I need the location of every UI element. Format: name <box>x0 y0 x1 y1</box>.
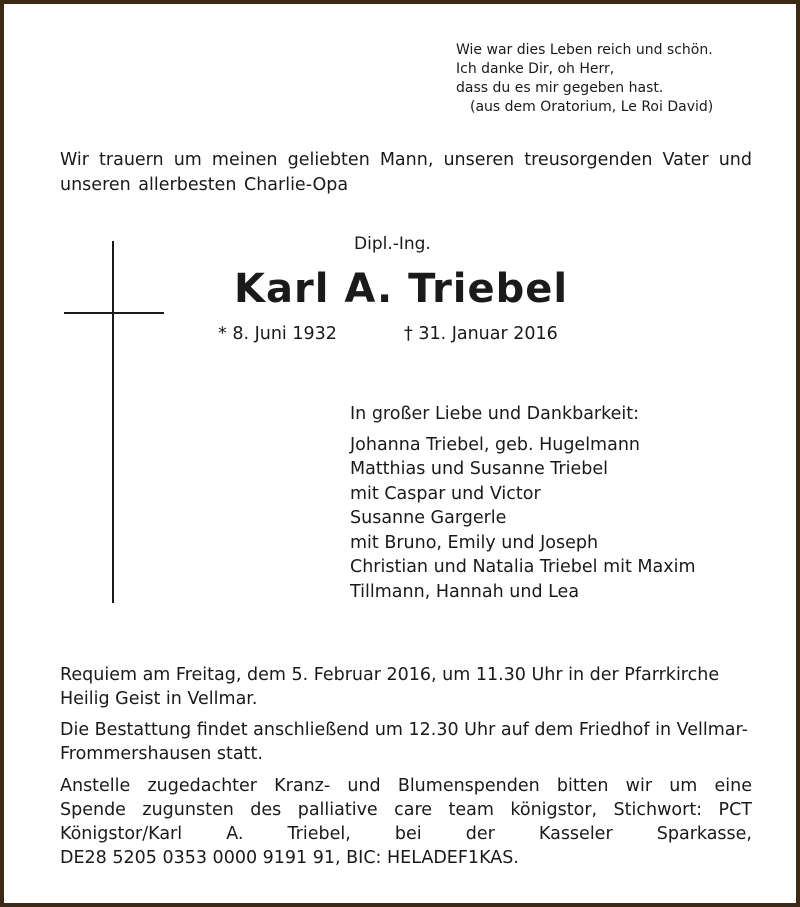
death-date: † 31. Januar 2016 <box>404 324 558 344</box>
family-heading: In großer Liebe und Dankbarkeit: <box>350 404 640 424</box>
motto-source: (aus dem Oratorium, Le Roi David) <box>470 99 714 115</box>
family-member: Christian und Natalia Triebel mit Maxim <box>350 557 696 577</box>
family-member: mit Bruno, Emily und Joseph <box>350 532 599 553</box>
motto-line: Wie war dies Leben reich und schön. <box>456 42 713 58</box>
donation-line: DE28 5205 0353 0000 9191 91, BIC: HELADEF1KAS. <box>60 848 519 868</box>
motto-quote <box>456 41 713 117</box>
family-list <box>350 402 696 604</box>
burial-notice: Die Bestattung findet anschließend um 12.30 Uhr auf dem Friedhof in Vellmar-Frommershausen statt. <box>60 720 748 764</box>
cross-icon-horizontal <box>64 312 164 314</box>
cross-icon-vertical <box>112 241 114 603</box>
intro-text: Wir trauern um meinen geliebten Mann, unseren treusorgenden Vater und unseren allerbesten Charlie-Opa <box>60 150 752 195</box>
family-member: mit Caspar und Victor <box>350 483 541 504</box>
motto-line: Ich danke Dir, oh Herr, <box>456 61 615 77</box>
motto-line: dass du es mir gegeben hast. <box>456 80 664 96</box>
birth-date: * 8. Juni 1932 <box>218 324 337 344</box>
family-member: Susanne Gargerle <box>350 508 507 528</box>
family-member: Johanna Triebel, geb. Hugelmann <box>350 434 641 455</box>
academic-title: Dipl.-Ing. <box>354 234 431 254</box>
donation-notice <box>60 774 752 870</box>
deceased-name: Karl A. Triebel <box>234 266 569 312</box>
requiem-notice: Requiem am Freitag, dem 5. Februar 2016, um 11.30 Uhr in der Pfarrkirche Heilig Geist in Vellmar. <box>60 665 720 709</box>
donation-line: Anstelle zugedachter Kranz- und Blumenspenden bitten wir um eine <box>60 776 752 796</box>
family-member: Tillmann, Hannah und Lea <box>350 581 580 602</box>
donation-line: Königstor/Karl A. Triebel, bei der Kasseler Sparkasse, <box>60 824 752 844</box>
life-dates <box>218 322 558 346</box>
donation-line: Spende zugunsten des palliative care team königstor, Stichwort: PCT <box>60 800 752 820</box>
family-member: Matthias und Susanne Triebel <box>350 459 608 479</box>
